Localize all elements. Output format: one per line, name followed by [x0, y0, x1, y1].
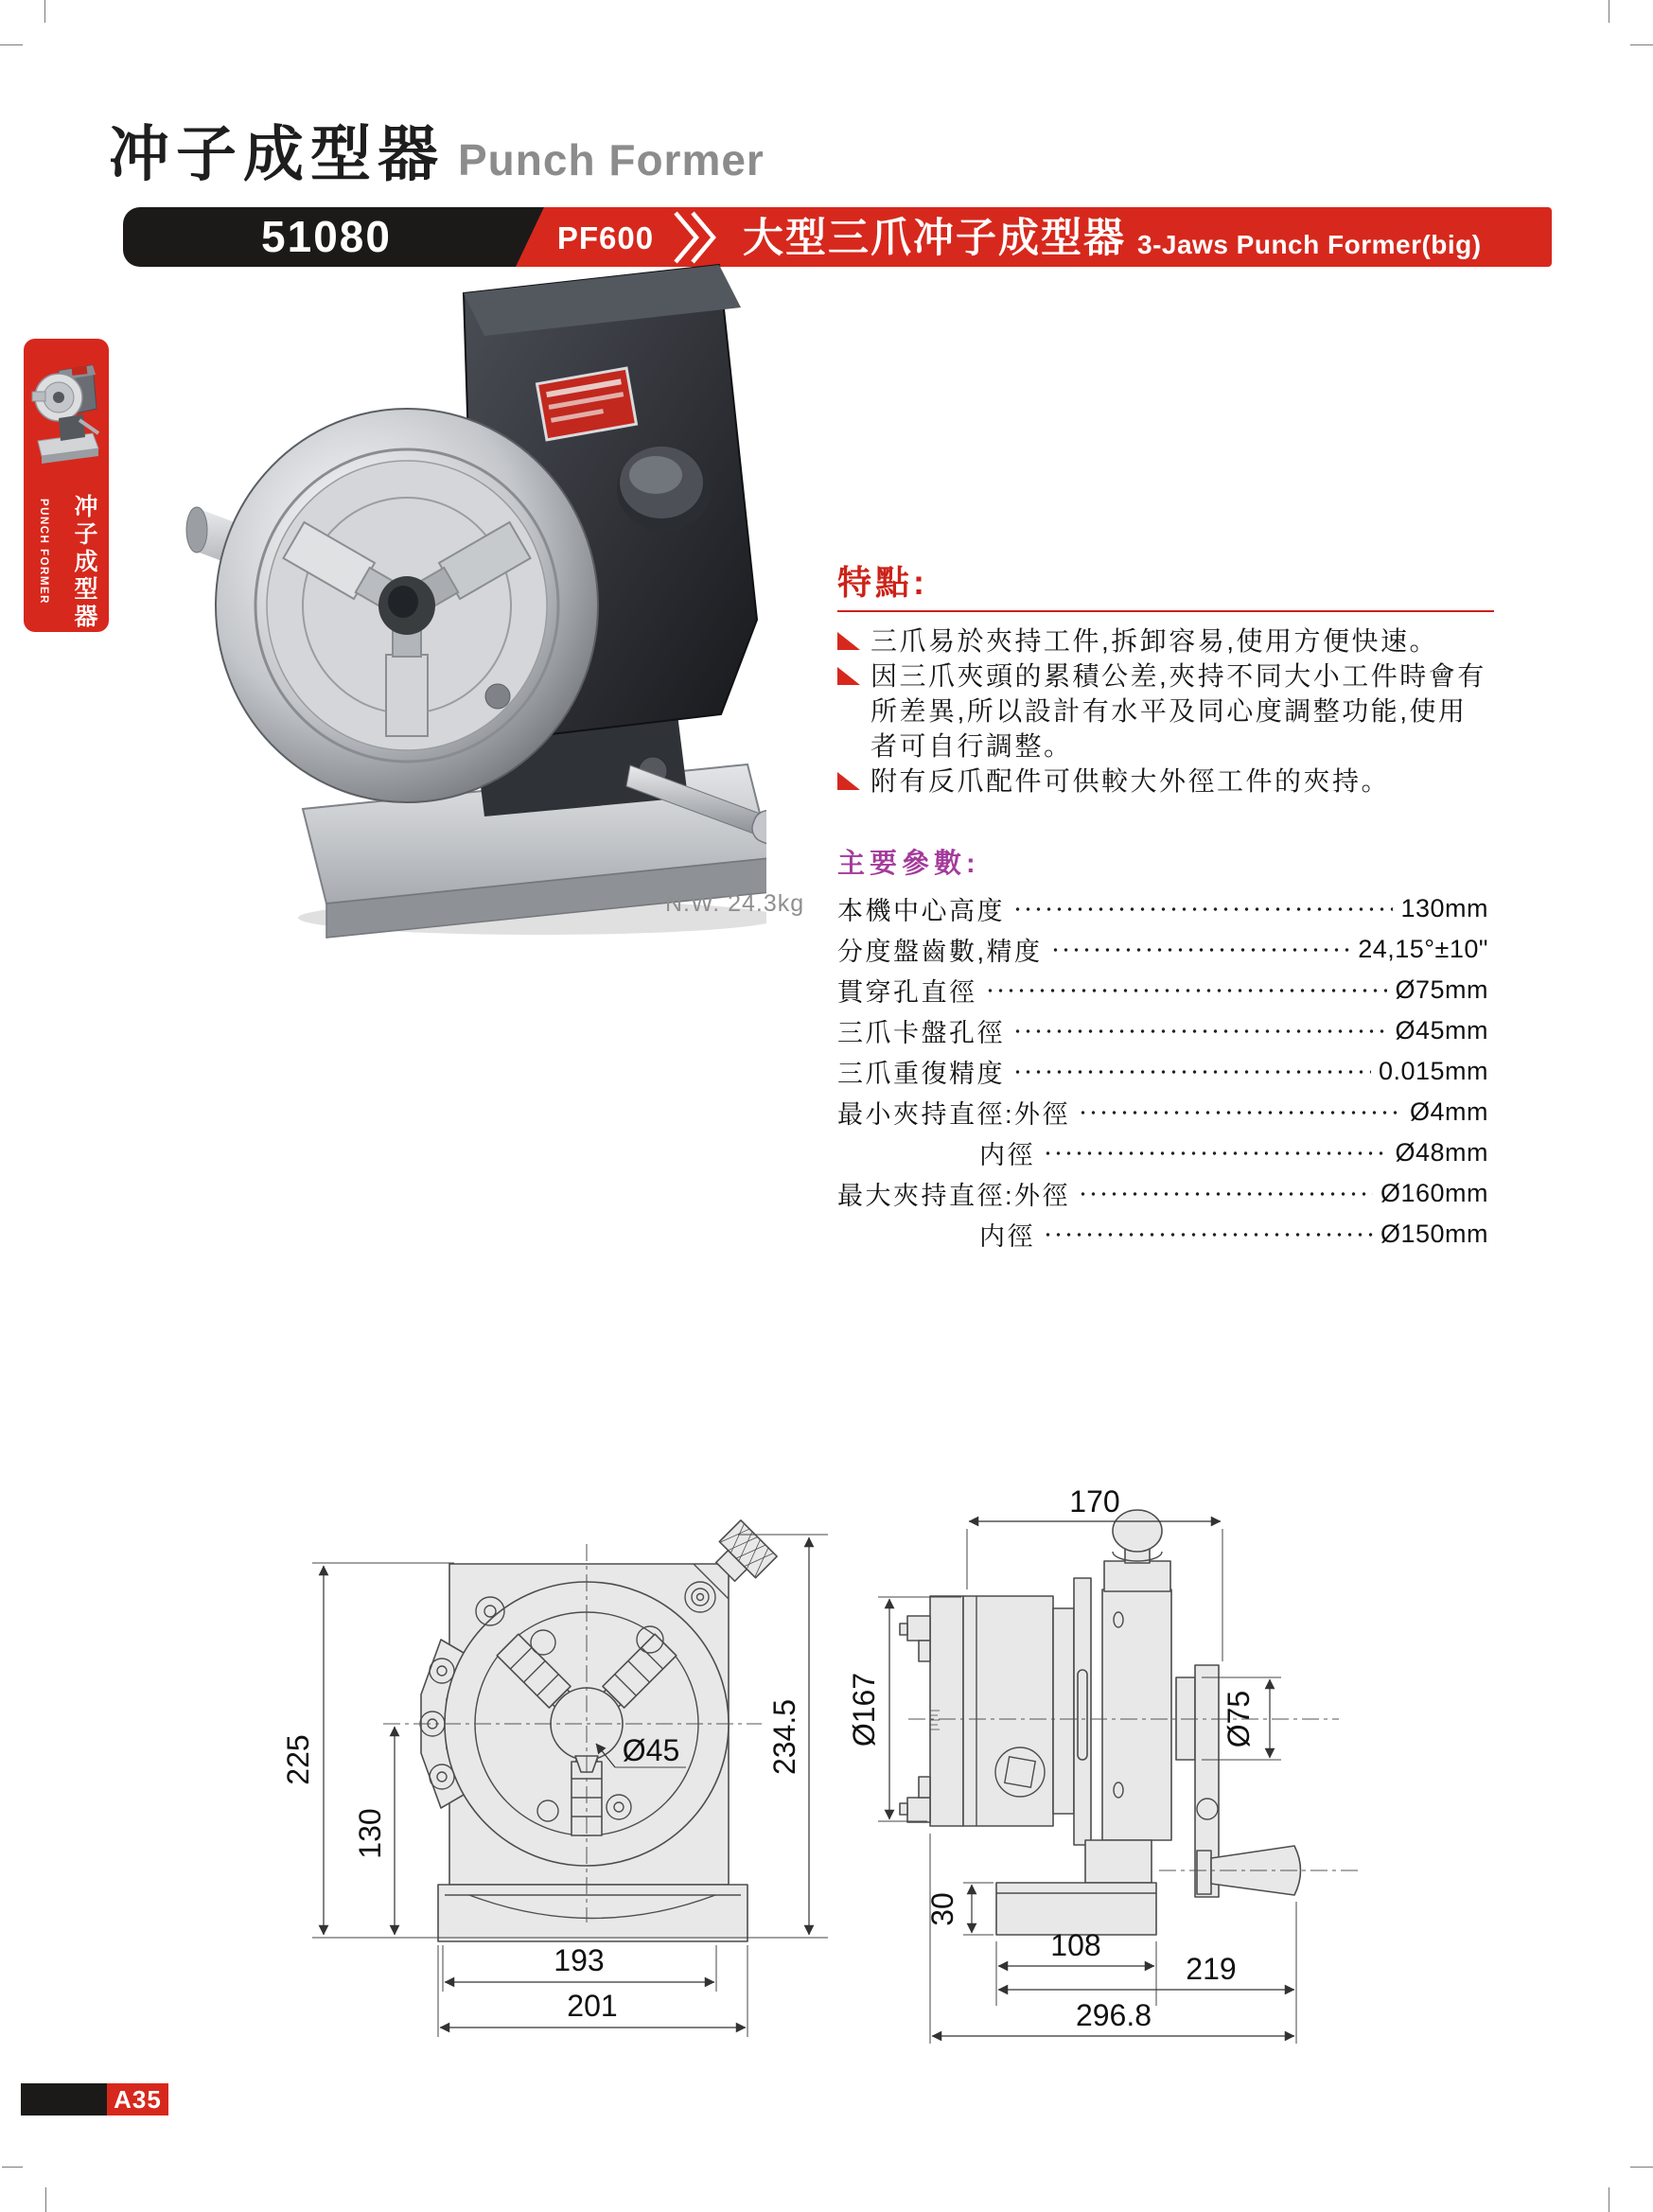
spec-row: [837, 1132, 1488, 1173]
spec-value: 24,15°±10": [1358, 935, 1488, 963]
spec-value: Ø4mm: [1410, 1097, 1488, 1126]
dotted-leader: [1043, 1230, 1373, 1239]
dim-front-center-height: 130: [353, 1808, 387, 1859]
product-model: PF600: [556, 220, 655, 255]
spec-value: 130mm: [1400, 894, 1488, 922]
triangle-bullet-icon: [837, 772, 860, 790]
spec-label: 分度盤齒數,精度: [837, 938, 1043, 966]
spec-row: [837, 1092, 1488, 1132]
dotted-leader: [1012, 1027, 1387, 1036]
dotted-leader: [1078, 1108, 1402, 1117]
spec-value: Ø150mm: [1380, 1220, 1488, 1248]
crop-mark: [1630, 2167, 1653, 2168]
dim-side-body-length: 219: [1186, 1952, 1237, 1986]
dim-side-chuck-diameter: Ø167: [847, 1672, 881, 1747]
crop-mark: [0, 44, 23, 45]
dim-front-base-width-outer: 201: [567, 1989, 618, 2023]
dim-side-through-bore: Ø75: [1222, 1690, 1256, 1748]
product-name-zh: 大型三爪冲子成型器: [743, 216, 1126, 261]
front-view-drawing: [281, 1520, 828, 2037]
spec-row: [837, 1214, 1488, 1255]
page-number-badge: A35: [107, 2083, 168, 2115]
spec-row: [837, 1173, 1488, 1214]
page-title-zh: 冲子成型器: [109, 120, 445, 188]
triangle-bullet-icon: [837, 667, 860, 685]
spec-label: 三爪卡盤孔徑: [837, 1019, 1005, 1047]
feature-item: [837, 764, 1494, 799]
specs-section: [837, 842, 1488, 1255]
spec-row: [837, 888, 1488, 929]
spec-label: 三爪重復精度: [837, 1060, 1005, 1088]
spec-value: 0.015mm: [1378, 1057, 1488, 1085]
spec-row: [837, 1051, 1488, 1092]
crop-mark: [45, 2187, 46, 2212]
category-side-tab: [24, 339, 109, 632]
crop-mark: [2, 2167, 23, 2168]
dotted-leader: [985, 986, 1388, 995]
side-view-drawing: [847, 1484, 1361, 2044]
spec-row: [837, 929, 1488, 970]
dim-side-total-length: 296.8: [1075, 1998, 1152, 2032]
crop-mark: [1630, 44, 1653, 45]
feature-text: 附有反爪配件可供較大外徑工件的夾持。: [870, 766, 1391, 796]
dotted-leader: [1012, 1067, 1371, 1077]
technical-drawings: [170, 1476, 1571, 2091]
features-divider: [837, 610, 1494, 612]
product-name-en: 3-Jaws Punch Former(big): [1137, 230, 1482, 259]
spec-label: 最小夾持直徑:外徑: [837, 1100, 1071, 1129]
spec-label: 本機中心高度: [837, 897, 1005, 925]
features-section: [837, 556, 1494, 799]
dotted-leader: [1012, 904, 1393, 914]
feature-text: 三爪易於夾持工件,拆卸容易,使用方便快速。: [870, 626, 1439, 656]
spec-row: [837, 970, 1488, 1010]
net-weight-caption: N.W. 24.3kg: [665, 890, 805, 917]
feature-item: [837, 623, 1494, 658]
product-code: 51080: [261, 212, 392, 261]
crop-mark: [44, 0, 45, 23]
side-tab-label-zh: 冲子成型器: [71, 494, 97, 631]
spec-label: 貫穿孔直徑: [837, 978, 977, 1007]
dim-side-base-length: 108: [1050, 1928, 1101, 1962]
footer-bar: [21, 2083, 107, 2115]
feature-text: 因三爪夾頭的累積公差,夾持不同大小工件時會有所差異,所以設計有水平及同心度調整功能,使用者可自行調整。: [870, 661, 1486, 761]
spec-value: Ø160mm: [1380, 1179, 1488, 1207]
dim-front-base-width-inner: 193: [554, 1943, 605, 1977]
triangle-bullet-icon: [837, 632, 860, 650]
dim-front-overall-height: 234.5: [767, 1698, 801, 1776]
features-list: [837, 623, 1494, 799]
dotted-leader: [1078, 1189, 1373, 1199]
category-thumbnail-image: [30, 350, 102, 487]
side-tab-label-en: PUNCH FORMER: [38, 499, 49, 605]
dim-side-body-width: 170: [1069, 1484, 1120, 1519]
spec-label: 内徑: [979, 1141, 1035, 1169]
spec-value: Ø48mm: [1395, 1138, 1488, 1167]
dotted-leader: [1043, 1149, 1387, 1158]
features-heading: 特點:: [837, 563, 928, 602]
dim-side-base-height: 30: [925, 1892, 959, 1926]
spec-label: 最大夾持直徑:外徑: [837, 1182, 1071, 1210]
dim-front-total-height: 225: [281, 1734, 315, 1785]
dim-front-chuck-bore: Ø45: [622, 1733, 680, 1767]
feature-item: [837, 658, 1494, 764]
product-photo: [142, 241, 766, 941]
spec-value: Ø75mm: [1395, 975, 1488, 1004]
spec-value: Ø45mm: [1395, 1016, 1488, 1045]
specs-heading: 主要參數:: [837, 849, 980, 879]
page-title-en: Punch Former: [458, 135, 765, 184]
dotted-leader: [1050, 945, 1351, 955]
spec-row: [837, 1010, 1488, 1051]
spec-label: 内徑: [979, 1222, 1035, 1251]
page-title: [109, 106, 765, 193]
